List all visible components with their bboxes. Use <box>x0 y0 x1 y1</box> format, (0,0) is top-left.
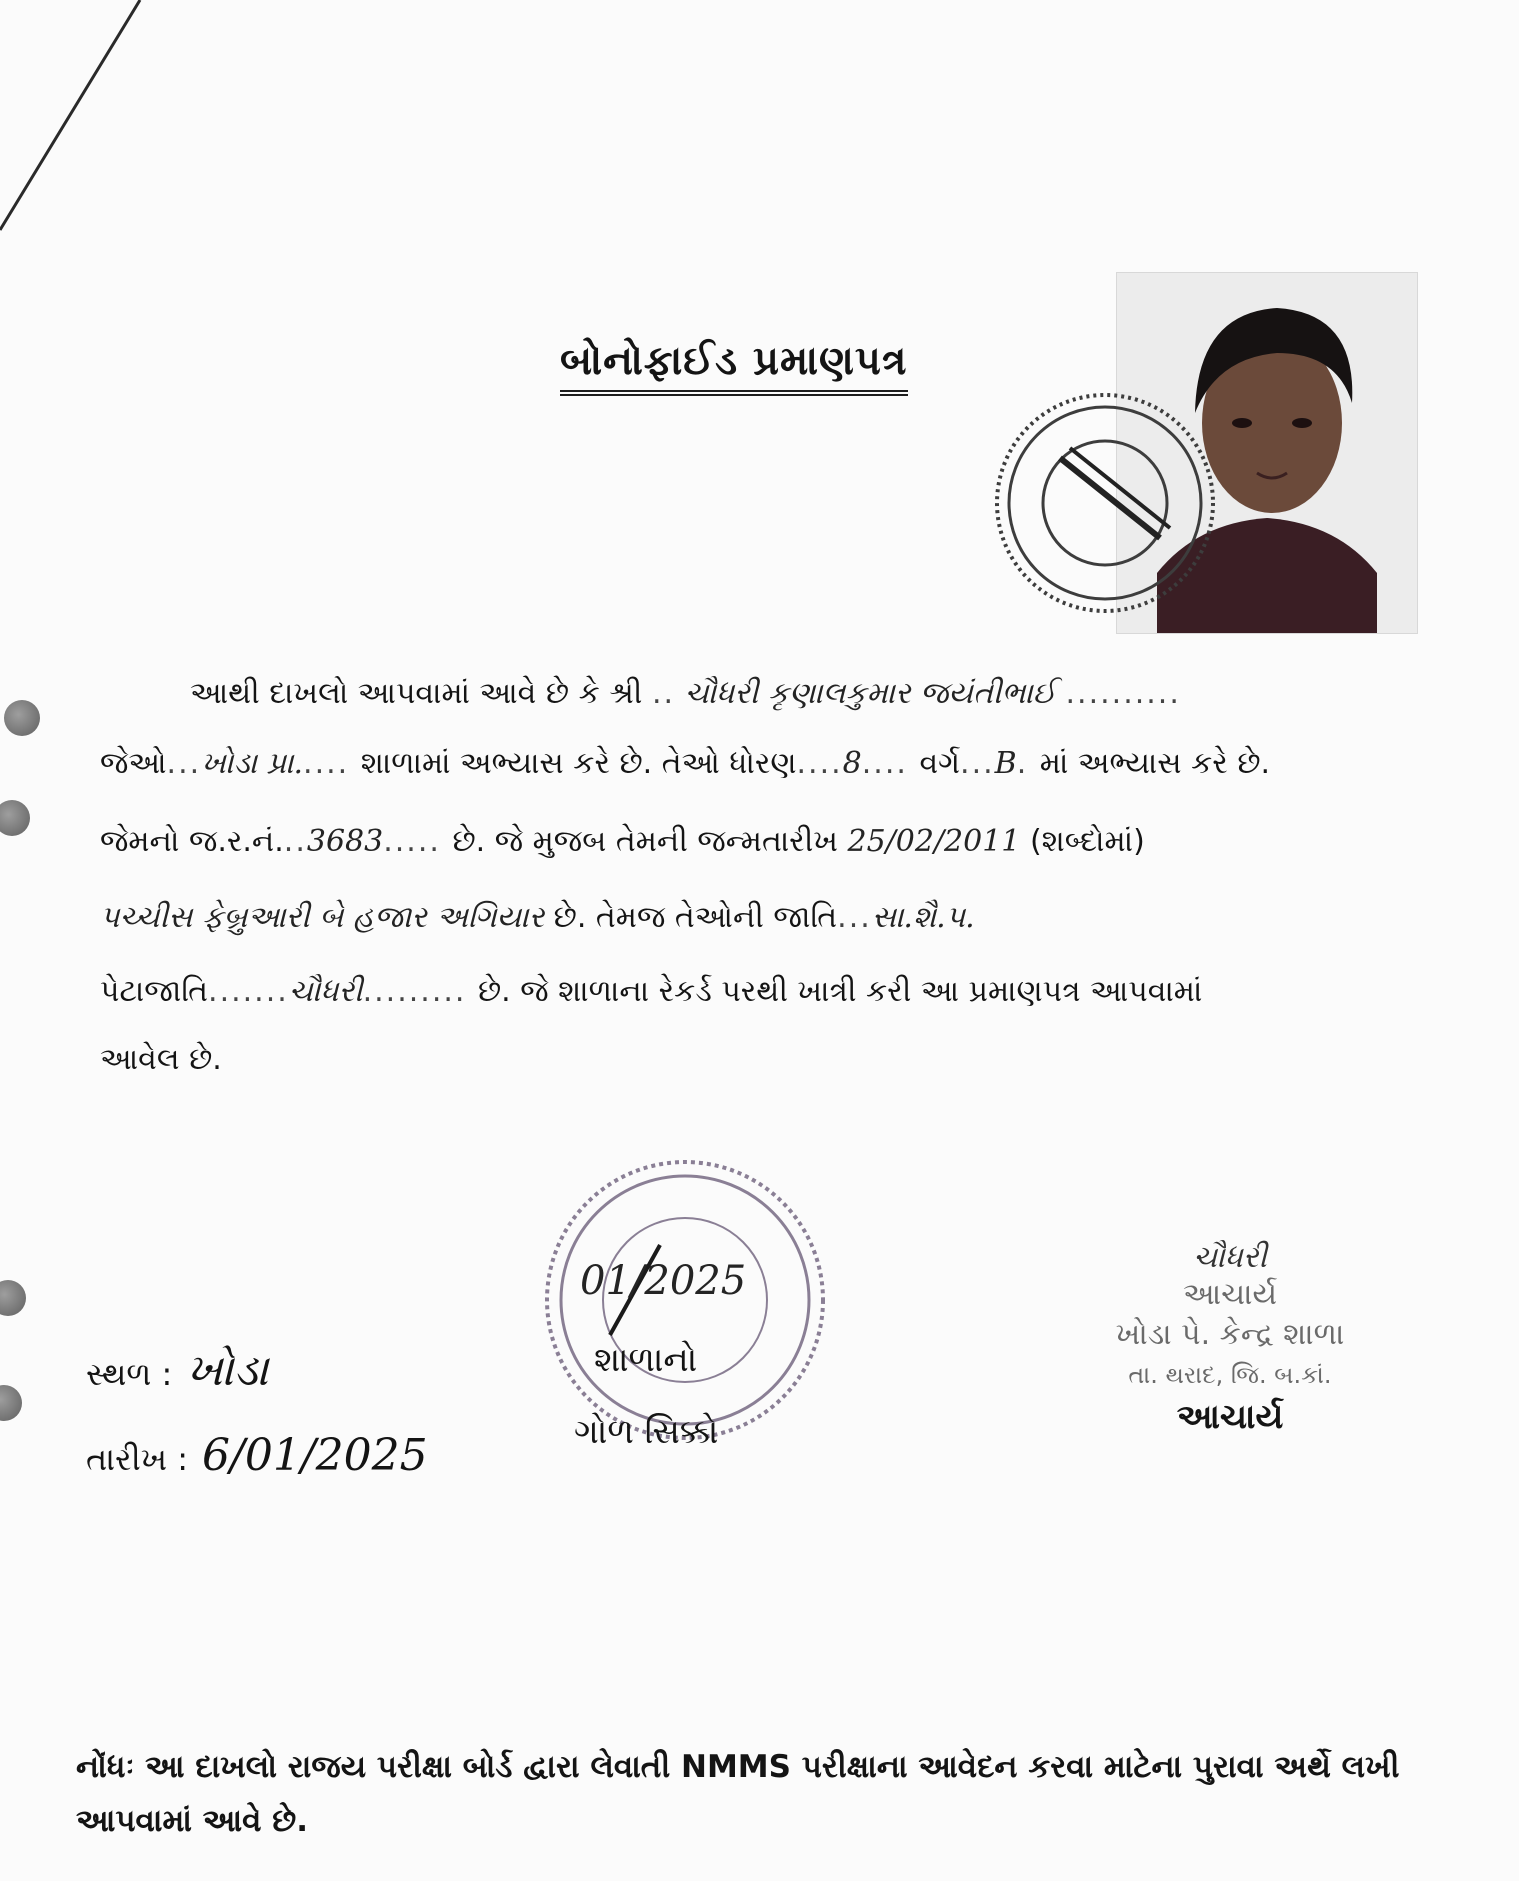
line1-prefix: આથી દાખલો આપવામાં આવે છે કે શ્રી <box>190 676 643 711</box>
line3-prefix: જેમનો જ.ર.નં. <box>100 824 284 859</box>
certificate-line-5 <box>100 968 1480 1016</box>
punch-hole-1 <box>4 700 40 736</box>
birth-date-words-field: પચ્ચીસ ફેબ્રુઆરી બે હજાર અગિયાર <box>100 900 545 935</box>
principal-stamp-address: તા. થરાદ, જિ. બ.કાં. <box>1128 1361 1332 1389</box>
punch-hole-2 <box>0 800 30 836</box>
line2-mid: શાળામાં અભ્યાસ કરે છે. તેઓ ધોરણ <box>360 746 797 781</box>
division-field: B <box>994 746 1017 781</box>
principal-stamp-school: ખોડા પે. કેન્દ્ર શાળા <box>1115 1317 1345 1352</box>
school-round-seal-top <box>990 388 1220 618</box>
line5-dots-a: ....... <box>208 974 289 1009</box>
certificate-line-4 <box>100 894 1480 942</box>
note-text: નોંધઃ આ દાખલો રાજય પરીક્ષા બોર્ડ દ્વારા લેવાતી NMMS પરીક્ષાના આવેદન કરવા માટેના પુરાવા અર્થે લખી આપવામાં આવે છે. <box>76 1749 1400 1839</box>
line3-dots-b: ..... <box>383 824 453 859</box>
line2-dots-a: ... <box>166 746 202 781</box>
school-name-field: ખોડા પ્રા. <box>201 746 304 781</box>
certificate-title: બોનોફાઈડ પ્રમાણપત્ર <box>560 338 908 396</box>
line5-dots-b: ......... <box>362 974 478 1009</box>
date-value: 6/01/2025 <box>202 1430 428 1481</box>
line1-dots: .. <box>651 676 676 711</box>
line2-dots-d: .... <box>861 746 920 781</box>
place-value: ખોડા <box>186 1345 269 1396</box>
date-label: તારીખ : <box>86 1440 189 1478</box>
school-seal-label-line1: શાળાનો <box>594 1340 698 1380</box>
birth-date-field: 25/02/2011 <box>847 824 1021 859</box>
punch-hole-4 <box>0 1385 22 1421</box>
line2-dots-c: .... <box>796 746 843 781</box>
principal-label: આચાર્ય <box>1176 1397 1284 1437</box>
seal-handwritten-date: 01/2025 <box>580 1258 747 1304</box>
certificate-line-6 <box>100 1036 1480 1084</box>
line5-suffix: છે. જે શાળાના રેકર્ડ પરથી ખાત્રી કરી આ પ્રમાણપત્ર આપવામાં <box>477 974 1203 1009</box>
certificate-line-2 <box>100 740 1480 788</box>
gr-number-field: 3683 <box>306 824 384 859</box>
certificate-line-3 <box>100 818 1480 866</box>
subcaste-field: ચૌધરી <box>288 974 363 1009</box>
line2-dots-e: ... <box>960 746 995 781</box>
caste-field: સા.શૈ.પ. <box>871 900 975 935</box>
principal-stamp-title: આચાર્ય <box>1182 1277 1278 1312</box>
line3-suffix: (શબ્દોમાં) <box>1029 824 1145 859</box>
line1-dots-end: .......... <box>1065 676 1181 711</box>
class-word: વર્ગ <box>919 746 961 781</box>
school-seal-label-line2: ગોળ સિક્કો <box>574 1412 719 1452</box>
place-row <box>86 1345 268 1396</box>
standard-field: 8 <box>842 746 862 781</box>
line3-mid: છે. જે મુજબ તેમની જન્મતારીખ <box>452 824 838 859</box>
line2-dots-b: .... <box>303 746 361 781</box>
paper-fold-shadow <box>0 0 180 260</box>
line2-dots-f: . <box>1016 746 1040 781</box>
place-label: સ્થળ : <box>86 1355 173 1393</box>
line6-text: આવેલ છે. <box>100 1042 222 1077</box>
line3-dots-a: .. <box>283 824 307 859</box>
line4-mid: છે. તેમજ તેઓની જાતિ <box>553 900 838 935</box>
punch-hole-3 <box>0 1280 26 1316</box>
certificate-line-1 <box>190 670 1519 718</box>
line2-suffix: માં અભ્યાસ કરે છે. <box>1039 746 1271 781</box>
line5-prefix: પેટાજાતિ <box>100 974 209 1009</box>
date-row <box>86 1430 428 1481</box>
principal-signature: ચૌધરી <box>1193 1240 1267 1275</box>
line2-prefix: જેઓ <box>100 746 167 781</box>
student-name-field: ચૌધરી કૃણાલકુમાર જયંતીભાઈ <box>684 676 1056 711</box>
principal-signature-block <box>1050 1240 1410 1439</box>
line4-dots: ... <box>837 900 872 935</box>
